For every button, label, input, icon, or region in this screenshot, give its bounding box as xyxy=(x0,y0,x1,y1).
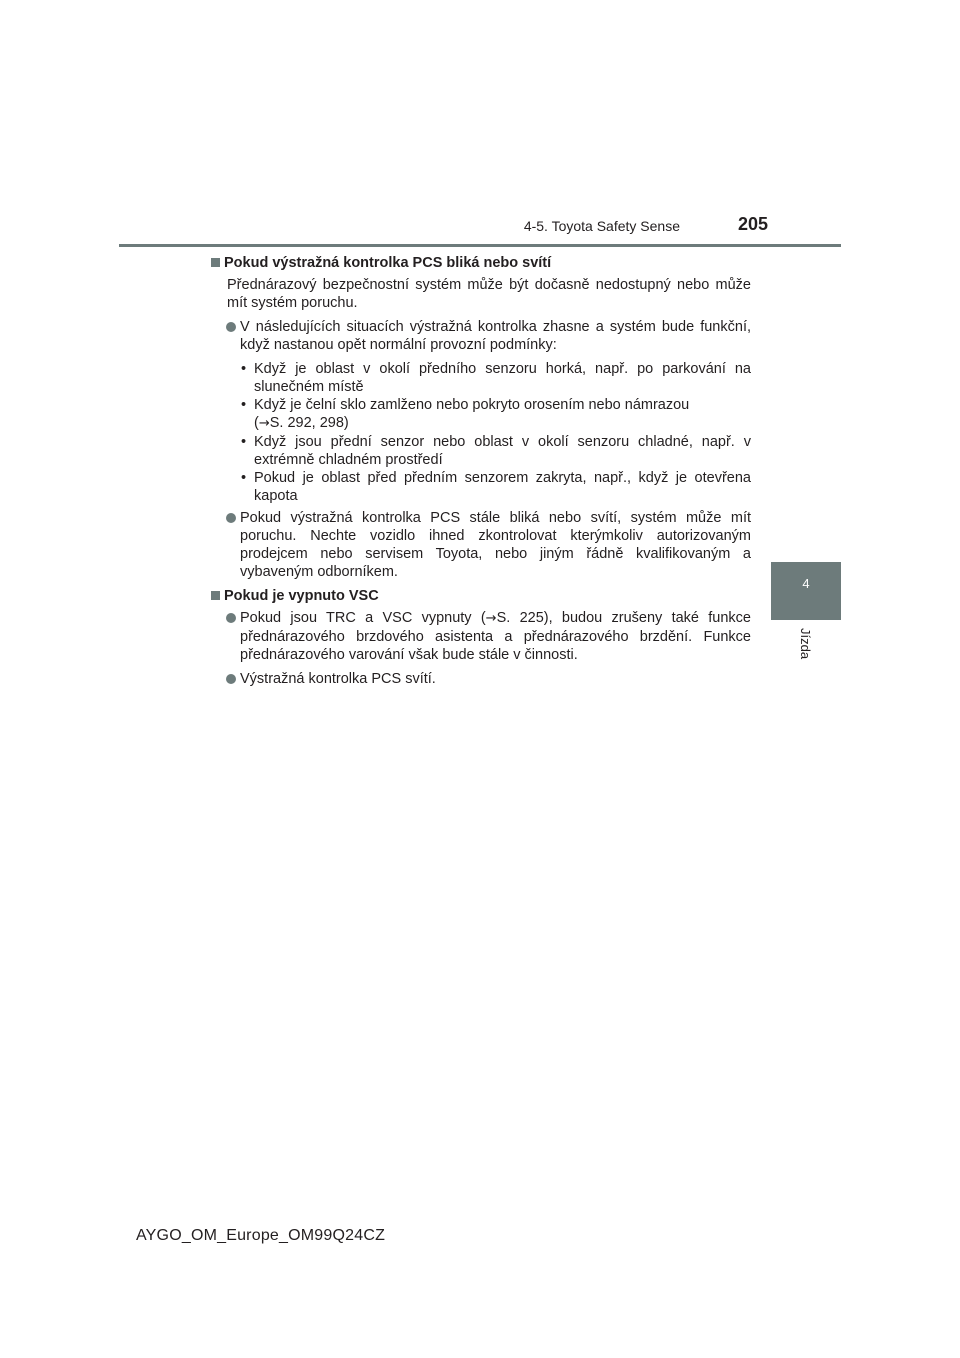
sub-list-item-text: Když je čelní sklo zamlženo nebo pokryto orosením nebo námrazou xyxy=(254,397,690,413)
bullet-dot-icon: • xyxy=(241,361,247,377)
square-bullet-icon xyxy=(211,258,220,267)
arrow-right-icon: → xyxy=(485,611,497,626)
sub-list-item-text: Pokud je oblast před předním senzorem zakryta, např., když je otevřena kapota xyxy=(254,470,751,504)
list-item xyxy=(211,509,751,581)
page-number: 205 xyxy=(738,214,769,234)
list-item-text: V následujících situacích výstražná kontrolka zhasne a systém bude funkční, když nastanou opět normální provozní podmínky: xyxy=(240,319,751,353)
list-item-text: Pokud výstražná kontrolka PCS stále bliká nebo svítí, systém může mít poruchu. Nechte vozidlo ihned zkontrolovat kterýmkoliv autorizovaným prodejcem nebo servisem Toyota, nebo jiným řádně kvalifikovaným a vybaveným odborníkem. xyxy=(240,510,751,580)
ref-open-paren: ( xyxy=(254,415,259,431)
list-item xyxy=(211,318,751,354)
circle-bullet-icon xyxy=(226,513,236,523)
document-id: AYGO_OM_Europe_OM99Q24CZ xyxy=(136,1227,386,1244)
list-item-text: Výstražná kontrolka PCS svítí. xyxy=(240,671,436,687)
section-heading-vsc xyxy=(211,587,751,605)
section-heading-text: Pokud je vypnuto VSC xyxy=(224,588,379,604)
chapter-tab-number: 4 xyxy=(802,576,810,591)
header-divider xyxy=(119,244,841,247)
header-section-title: 4-5. Toyota Safety Sense xyxy=(523,218,680,234)
page-content xyxy=(211,254,751,694)
sub-list-item xyxy=(211,433,751,469)
circle-bullet-icon xyxy=(226,674,236,684)
chapter-tab-label: Jízda xyxy=(798,628,813,660)
bullet-dot-icon: • xyxy=(241,470,247,486)
sub-list-item xyxy=(211,396,751,433)
sub-list-item-text: Když je oblast v okolí předního senzoru horká, např. po parkování na slunečném místě xyxy=(254,361,751,395)
list-item xyxy=(211,670,751,688)
sub-list-item-text: Když jsou přední senzor nebo oblast v okolí senzoru chladné, např. v extrémně chladném prostředí xyxy=(254,434,751,468)
list-item-text-rest: S. 225), budou zrušeny také funkce přednárazového brzdového asistenta a přednárazového brzdění. Funkce přednárazového varování však bude stále v činnosti. xyxy=(240,610,751,663)
circle-bullet-icon xyxy=(226,613,236,623)
bullet-dot-icon: • xyxy=(241,434,247,450)
sub-bullet-list xyxy=(211,360,751,505)
section-heading-pcs xyxy=(211,254,751,272)
list-item xyxy=(211,609,751,664)
page-reference-link[interactable]: S. 292, 298) xyxy=(269,415,349,431)
paragraph-intro: Přednárazový bezpečnostní systém může být dočasně nedostupný nebo může mít systém poruchu. xyxy=(227,277,751,311)
list-item-text-start: Pokud jsou TRC a VSC vypnuty ( xyxy=(240,610,486,626)
chapter-tab[interactable] xyxy=(771,562,841,620)
circle-bullet-icon xyxy=(226,322,236,332)
section-heading-text: Pokud výstražná kontrolka PCS bliká nebo svítí xyxy=(224,255,552,271)
sub-list-item xyxy=(211,469,751,505)
square-bullet-icon xyxy=(211,591,220,600)
arrow-right-icon: → xyxy=(258,416,270,431)
sub-list-item xyxy=(211,360,751,396)
bullet-dot-icon: • xyxy=(241,397,247,413)
